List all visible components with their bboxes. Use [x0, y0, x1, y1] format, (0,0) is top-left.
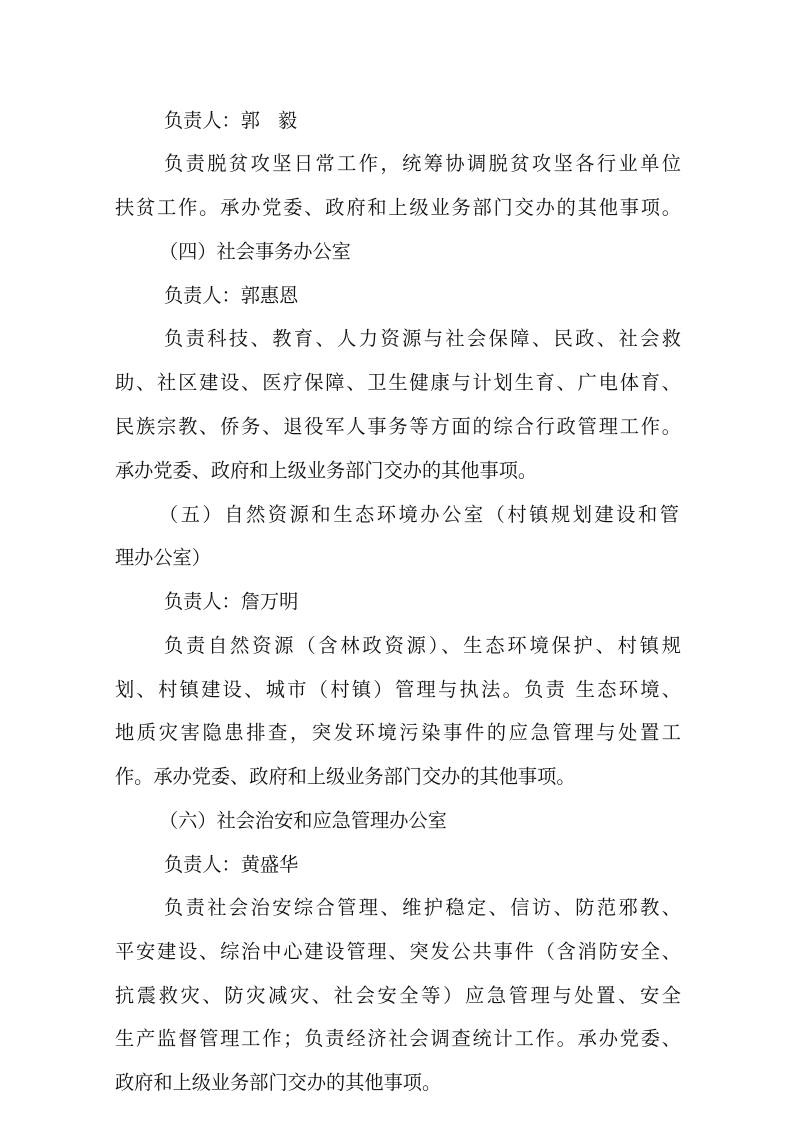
section-heading-continued: 理办公室） [115, 546, 211, 569]
paragraph-line: 平安建设、综治中心建设管理、突发公共事件（含消防安全、 [115, 940, 681, 963]
paragraph-line: 抗震救灾、防灾减灾、社会安全等）应急管理与处置、安全 [115, 984, 681, 1007]
paragraph-line: 地质灾害隐患排查，突发环境污染事件的应急管理与处置工 [115, 721, 681, 744]
paragraph-line: 作。承办党委、政府和上级业务部门交办的其他事项。 [115, 765, 576, 788]
responsible-person-line: 负责人：郭惠恩 [164, 284, 299, 307]
paragraph-line: 划、村镇建设、城市（村镇）管理与执法。负责 生态环境、 [115, 678, 681, 701]
section-heading: （五）自然资源和生态环境办公室（村镇规划建设和管 [159, 503, 679, 526]
person-name-second-char: 毅 [277, 109, 298, 132]
responsible-person-line [164, 108, 297, 134]
section-heading: （四）社会事务办公室 [159, 240, 351, 263]
paragraph-line: 负责脱贫攻坚日常工作，统筹协调脱贫攻坚各行业单位 [164, 152, 681, 175]
paragraph-line: 政府和上级业务部门交办的其他事项。 [115, 1071, 442, 1094]
paragraph-line: 负责自然资源（含林政资源）、生态环境保护、村镇规 [164, 634, 681, 657]
paragraph-line: 负责科技、教育、人力资源与社会保障、民政、社会救 [164, 327, 681, 350]
section-heading: （六）社会治安和应急管理办公室 [159, 809, 447, 832]
paragraph-line: 负责社会治安综合管理、维护稳定、信访、防范邪教、 [164, 896, 681, 919]
paragraph-line: 助、社区建设、医疗保障、卫生健康与计划生育、广电体育、 [115, 371, 681, 394]
paragraph-line: 承办党委、政府和上级业务部门交办的其他事项。 [115, 459, 538, 482]
paragraph-line: 生产监督管理工作；负责经济社会调查统计工作。承办党委、 [115, 1027, 681, 1050]
responsible-person-line: 负责人：黄盛华 [164, 853, 299, 876]
person-name-first-char: 郭 [240, 109, 260, 132]
responsible-person-line: 负责人：詹万明 [164, 590, 299, 613]
responsible-label: 负责人： [164, 109, 241, 132]
paragraph-line: 扶贫工作。承办党委、政府和上级业务部门交办的其他事项。 [115, 196, 681, 219]
paragraph-line: 民族宗教、侨务、退役军人事务等方面的综合行政管理工作。 [115, 415, 681, 438]
